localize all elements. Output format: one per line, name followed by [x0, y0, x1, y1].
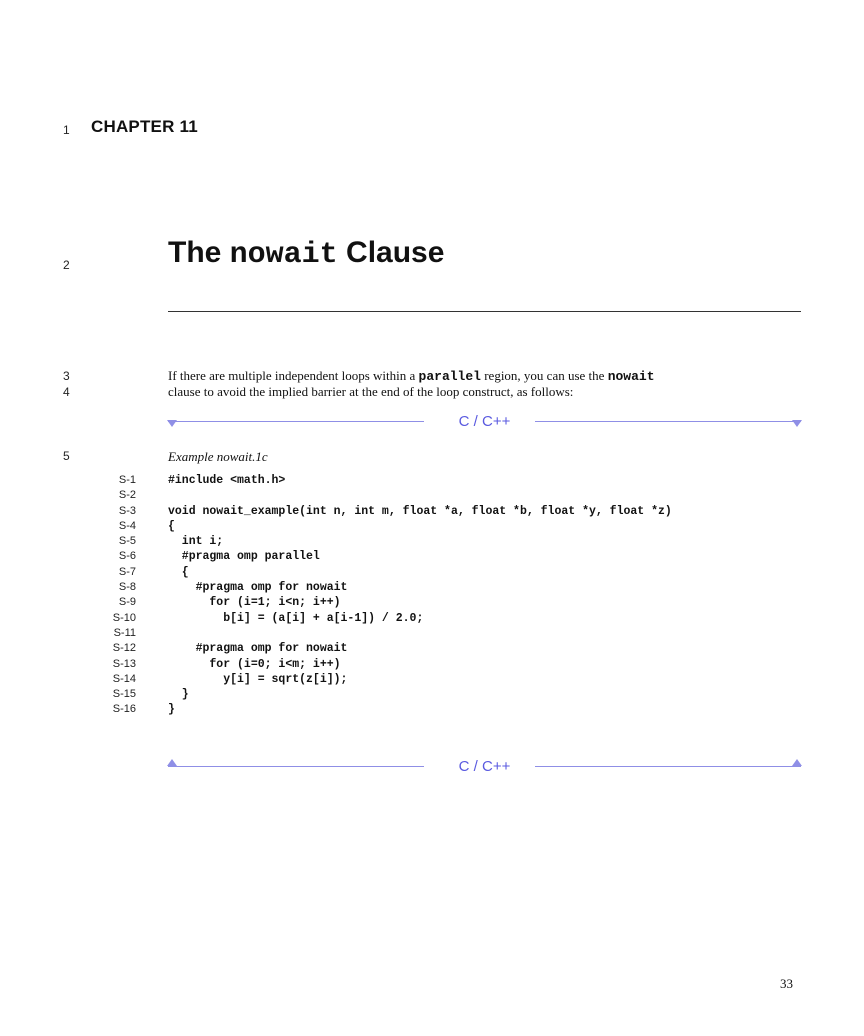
code-line: #pragma omp for nowait [168, 581, 348, 595]
code-line [168, 626, 672, 641]
code-line-number: S-6 [118, 550, 136, 563]
code-line-numbers [96, 473, 136, 718]
code-line: { [168, 519, 175, 533]
code-line: for (i=1; i<n; i++) [168, 596, 341, 610]
code-line: #pragma omp for nowait [168, 642, 348, 656]
code-line: y[i] = sqrt(z[i]); [168, 672, 348, 686]
code-line-number: S-13 [112, 657, 136, 670]
code-line: void nowait_example(int n, int m, float *a, float *b, float *y, float *z) [168, 504, 672, 518]
language-label: C / C++ [458, 758, 511, 775]
page-number: 33 [780, 976, 793, 991]
paragraph-text: region, you can use the [480, 368, 608, 383]
title-pre: The [168, 236, 230, 269]
code-line-number: S-2 [118, 489, 136, 502]
title-post: Clause [337, 236, 445, 269]
line-number-5: 5 [63, 449, 70, 463]
code-line-number: S-1 [118, 474, 136, 486]
code-line: b[i] = (a[i] + a[i-1]) / 2.0; [168, 611, 424, 625]
code-line-number: S-16 [112, 703, 136, 716]
code-line-number: S-14 [112, 672, 136, 685]
language-band-bottom [168, 759, 801, 775]
page-title [168, 236, 444, 272]
code-line: #pragma omp parallel [168, 550, 320, 564]
code-line: { [168, 565, 189, 579]
code-line-number: S-11 [113, 626, 136, 639]
code-line-number: S-5 [118, 535, 136, 548]
code-line-number: S-7 [118, 565, 136, 578]
line-number-3: 3 [63, 369, 70, 383]
paragraph-line-1 [168, 368, 655, 385]
code-line [168, 488, 672, 503]
code-line-number: S-4 [118, 519, 136, 532]
code-parallel: parallel [418, 369, 481, 384]
code-line-number: S-15 [112, 688, 136, 701]
code-line: for (i=0; i<m; i++) [168, 657, 341, 671]
line-number-2: 2 [63, 258, 70, 272]
code-line: } [168, 688, 189, 702]
example-title: Example nowait.1c [168, 449, 268, 464]
paragraph-line-2: clause to avoid the implied barrier at the end of the loop construct, as follows: [168, 384, 574, 399]
title-code: nowait [229, 238, 338, 272]
paragraph-text: If there are multiple independent loops within a [168, 368, 419, 383]
code-line-number: S-12 [112, 642, 136, 655]
code-block [168, 473, 672, 718]
title-rule [168, 311, 801, 312]
line-number-1: 1 [63, 123, 70, 137]
language-label: C / C++ [458, 413, 511, 430]
code-line: } [168, 703, 175, 717]
code-nowait: nowait [607, 369, 655, 384]
code-line-number: S-9 [118, 596, 136, 609]
language-band-top [168, 414, 801, 430]
code-line-number: S-8 [118, 581, 136, 594]
line-number-4: 4 [63, 385, 70, 399]
code-line-number: S-10 [112, 611, 136, 624]
code-line-number: S-3 [118, 504, 136, 517]
code-line: int i; [168, 535, 224, 549]
chapter-heading: CHAPTER 11 [91, 117, 198, 136]
code-line: #include <math.h> [168, 474, 286, 487]
